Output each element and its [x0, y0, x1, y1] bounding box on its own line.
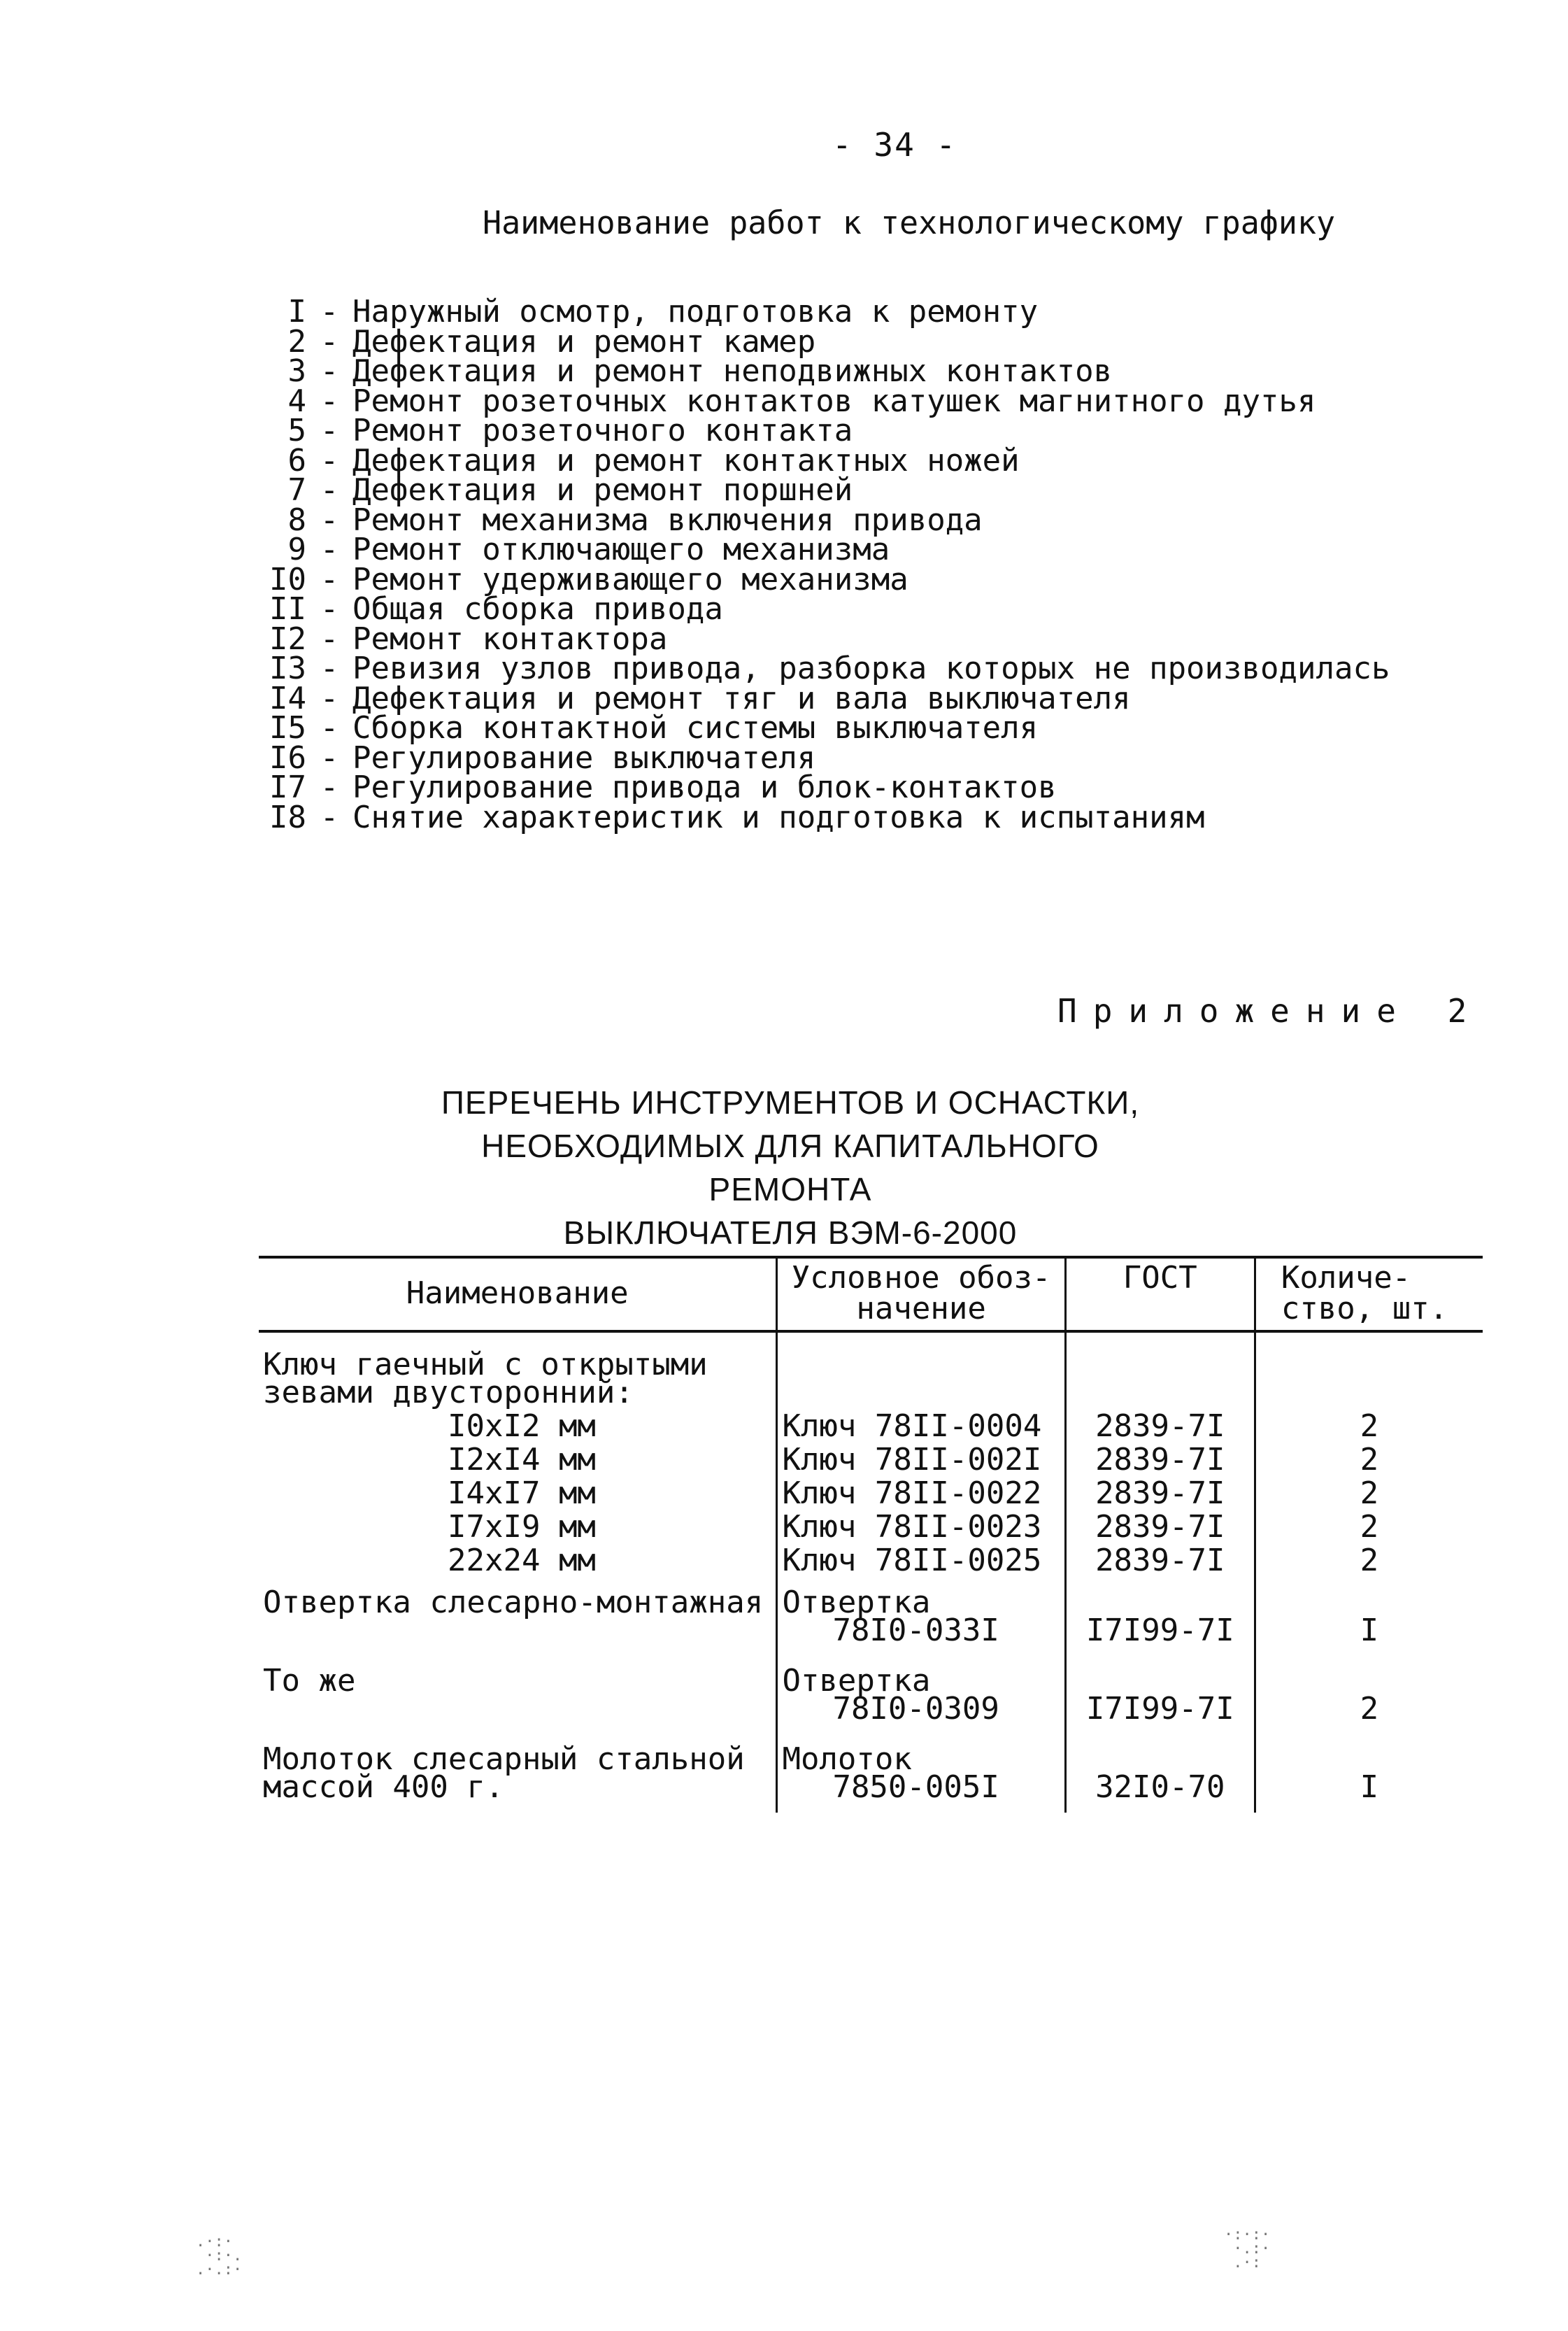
- table-header-row: [259, 1257, 1483, 1331]
- works-list-item: I2 - Ремонт контактора: [266, 625, 1390, 655]
- work-number: 2: [287, 323, 306, 360]
- work-text: Дефектация и ремонт тяг и вала выключателя: [352, 680, 1131, 716]
- list-title: [420, 1081, 1161, 1254]
- works-list-item: I7 - Регулирование привода и блок-контактов: [266, 773, 1390, 803]
- row-gost: 2839-7I: [1065, 1477, 1255, 1510]
- works-list-item: I0 - Ремонт удерживающего механизма: [266, 565, 1390, 595]
- works-list-item: 6 - Дефектация и ремонт контактных ножей: [266, 446, 1390, 476]
- row-gost: I7I99-7I: [1065, 1656, 1255, 1734]
- work-text: Ремонт контактора: [352, 621, 668, 657]
- appendix-label: Приложение 2: [1057, 992, 1483, 1030]
- works-list-item: 8 - Ремонт механизма включения привода: [266, 506, 1390, 536]
- row-gost: 2839-7I: [1065, 1410, 1255, 1443]
- table-row: [259, 1510, 1483, 1544]
- work-number: 8: [287, 502, 306, 538]
- works-list-item: I - Наружный осмотр, подготовка к ремонту: [266, 297, 1390, 327]
- tools-table: [259, 1256, 1483, 1813]
- works-list-item: I5 - Сборка контактной системы выключателя: [266, 714, 1390, 744]
- scan-speckle: ·:·:· ·.:· .·:: [1224, 2226, 1271, 2272]
- row-gost: I7I99-7I: [1065, 1578, 1255, 1656]
- work-number: I0: [269, 561, 306, 597]
- row-gost: 2839-7I: [1065, 1510, 1255, 1544]
- table-row: [259, 1734, 1483, 1813]
- row-quantity: I: [1255, 1734, 1483, 1813]
- row-name: То же: [263, 1663, 356, 1699]
- work-text: Регулирование привода и блок-контактов: [352, 770, 1057, 805]
- row-gost: 32I0-70: [1065, 1734, 1255, 1813]
- work-number: 6: [287, 442, 306, 479]
- work-text: Ремонт механизма включения привода: [352, 502, 983, 538]
- works-list-item: I6 - Регулирование выключателя: [266, 744, 1390, 774]
- works-list-item: 2 - Дефектация и ремонт камер: [266, 327, 1390, 357]
- work-text: Дефектация и ремонт камер: [352, 323, 816, 360]
- row-name: I0xI2 мм: [448, 1408, 596, 1444]
- row-quantity: 2: [1255, 1510, 1483, 1544]
- works-list-item: I8 - Снятие характеристик и подготовка к испытаниям: [266, 803, 1390, 833]
- work-number: 5: [287, 413, 306, 448]
- work-number: 7: [287, 472, 306, 508]
- table-group-row: [259, 1331, 1483, 1410]
- header-code: Условное обоз- начение: [777, 1257, 1065, 1331]
- works-title: Наименование работ к технологическому графику: [483, 204, 1336, 241]
- row-quantity: 2: [1255, 1477, 1483, 1510]
- works-list-item: II - Общая сборка привода: [266, 595, 1390, 625]
- row-code: Молоток 7850-005I: [777, 1734, 1065, 1813]
- row-code: Ключ 78II-0023: [777, 1510, 1065, 1544]
- works-list-item: 4 - Ремонт розеточных контактов катушек магнитного дутья: [266, 387, 1390, 417]
- work-number: I: [287, 294, 306, 330]
- row-gost: 2839-7I: [1065, 1443, 1255, 1477]
- row-quantity: 2: [1255, 1656, 1483, 1734]
- table-row: [259, 1443, 1483, 1477]
- work-text: Дефектация и ремонт контактных ножей: [352, 442, 1020, 479]
- work-text: Снятие характеристик и подготовка к испытаниям: [352, 799, 1205, 835]
- work-text: Ревизия узлов привода, разборка которых не производилась: [352, 651, 1390, 686]
- table-row: [259, 1544, 1483, 1578]
- work-number: I4: [269, 680, 306, 716]
- work-text: Ремонт розеточных контактов катушек магнитного дутья: [352, 383, 1316, 419]
- table-row: [259, 1656, 1483, 1734]
- work-text: Общая сборка привода: [352, 591, 723, 627]
- row-name: Отвертка слесарно-монтажная: [263, 1585, 764, 1620]
- work-text: Наружный осмотр, подготовка к ремонту: [352, 294, 1039, 330]
- row-quantity: 2: [1255, 1544, 1483, 1578]
- work-number: II: [269, 591, 306, 627]
- row-name: I4xI7 мм: [448, 1475, 596, 1511]
- table-row: [259, 1410, 1483, 1443]
- work-text: Ремонт розеточного контакта: [352, 413, 853, 448]
- row-quantity: 2: [1255, 1443, 1483, 1477]
- row-quantity: 2: [1255, 1410, 1483, 1443]
- work-number: 3: [287, 353, 306, 389]
- work-number: 9: [287, 532, 306, 567]
- work-number: 4: [287, 383, 306, 419]
- group-name: Ключ гаечный с открытыми зевами двусторонний:: [263, 1347, 708, 1410]
- work-number: I7: [269, 770, 306, 805]
- works-list-item: I3 - Ревизия узлов привода, разборка которых не производилась: [266, 654, 1390, 684]
- work-number: I2: [269, 621, 306, 657]
- row-name: I2xI4 мм: [448, 1442, 596, 1478]
- work-number: I6: [269, 739, 306, 776]
- works-list-item: 9 - Ремонт отключающего механизма: [266, 535, 1390, 565]
- header-gost: ГОСТ: [1065, 1257, 1255, 1331]
- row-name: Молоток слесарный стальной массой 400 г.: [263, 1741, 745, 1805]
- work-number: I5: [269, 710, 306, 746]
- works-list: [266, 294, 1390, 835]
- work-number: I3: [269, 651, 306, 686]
- work-text: Дефектация и ремонт поршней: [352, 472, 853, 508]
- page-number: - 34 -: [832, 126, 957, 164]
- list-title-line: ПЕРЕЧЕНЬ ИНСТРУМЕНТОВ И ОСНАСТКИ,: [441, 1084, 1140, 1121]
- work-text: Ремонт отключающего механизма: [352, 532, 890, 567]
- works-list-item: 3 - Дефектация и ремонт неподвижных контактов: [266, 357, 1390, 387]
- work-number: I8: [269, 799, 306, 835]
- work-text: Дефектация и ремонт неподвижных контактов: [352, 353, 1113, 389]
- works-list-item: 5 - Ремонт розеточного контакта: [266, 416, 1390, 446]
- work-text: Ремонт удерживающего механизма: [352, 561, 908, 597]
- row-name: I7xI9 мм: [448, 1509, 596, 1545]
- row-quantity: I: [1255, 1578, 1483, 1656]
- row-code: Ключ 78II-0025: [777, 1544, 1065, 1578]
- row-code: Отвертка 78I0-0309: [777, 1656, 1065, 1734]
- row-name: 22x24 мм: [448, 1543, 596, 1578]
- list-title-line: НЕОБХОДИМЫХ ДЛЯ КАПИТАЛЬНОГО РЕМОНТА: [481, 1128, 1099, 1207]
- scan-speckle: .·:· ·:·. .·.:·: [196, 2233, 243, 2279]
- row-code: Ключ 78II-002I: [777, 1443, 1065, 1477]
- row-code: Ключ 78II-0022: [777, 1477, 1065, 1510]
- work-text: Сборка контактной системы выключателя: [352, 710, 1039, 746]
- table-row: [259, 1578, 1483, 1656]
- table-row: [259, 1477, 1483, 1510]
- row-gost: 2839-7I: [1065, 1544, 1255, 1578]
- header-name: Наименование: [259, 1257, 777, 1331]
- header-quantity: Количе- ство, шт.: [1255, 1257, 1483, 1331]
- work-text: Регулирование выключателя: [352, 739, 816, 776]
- row-code: Ключ 78II-0004: [777, 1410, 1065, 1443]
- row-code: Отвертка 78I0-033I: [777, 1578, 1065, 1656]
- works-list-item: I4 - Дефектация и ремонт тяг и вала выключателя: [266, 684, 1390, 714]
- list-title-line: ВЫКЛЮЧАТЕЛЯ ВЭМ-6-2000: [563, 1214, 1018, 1251]
- works-list-item: 7 - Дефектация и ремонт поршней: [266, 476, 1390, 506]
